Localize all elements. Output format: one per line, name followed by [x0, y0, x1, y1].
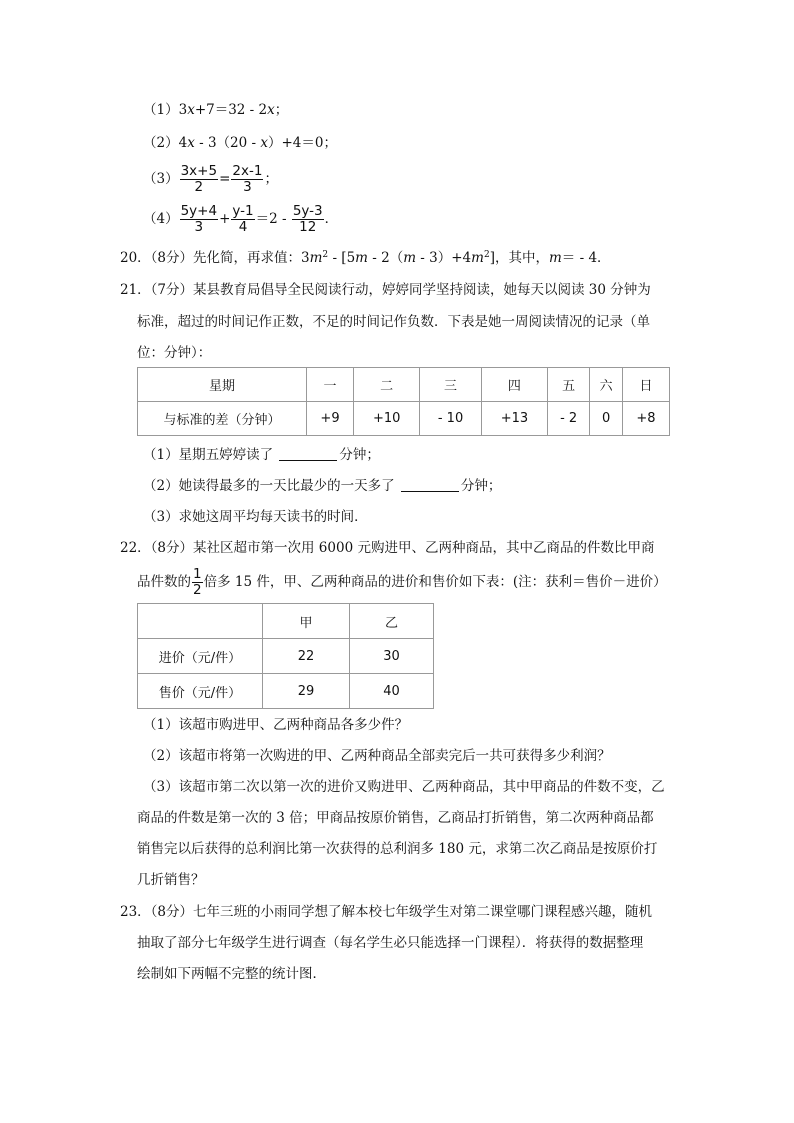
question-21-line2: 标准，超过的时间记作正数，不足的时间记作负数．下表是她一周阅读情况的记录（单: [137, 314, 650, 330]
question-21-sub2: （2）她读得最多的一天比最少的一天多了 分钟；: [143, 478, 502, 494]
table-cell: 29: [263, 674, 350, 709]
fraction: $\frac{5y+4}{3}$: [180, 203, 218, 235]
question-22-sub3-line3: 销售完以后获得的总利润比第一次获得的总利润多 180 元，求第二次乙商品是按原价打: [137, 841, 658, 857]
table-cell: 40: [350, 674, 434, 709]
question-22-sub3-line2: 商品的件数是第一次的 3 倍；甲商品按原价销售，乙商品打折销售，第二次两种商品都: [137, 810, 654, 826]
table-cell: - 10: [420, 402, 481, 436]
table-header-row: [138, 368, 670, 402]
table-cell: 进价（元/件）: [138, 639, 263, 674]
question-21-sub1: （1）星期五婷婷读了 分钟；: [143, 447, 380, 463]
fraction: $\frac{2x-1}{3}$: [232, 163, 263, 195]
question-23-line3: 绘制如下两幅不完整的统计图．: [137, 966, 326, 982]
question-22-line2: 品件数的 $\frac{1}{2}$ 倍多 15 件，甲、乙两种商品的进价和售价如下表：(注：获利＝售价－进价）: [137, 566, 667, 598]
fraction: $\frac{1}{2}$: [193, 566, 202, 598]
table-cell: +13: [481, 402, 547, 436]
q19-part2: （2）4x - 3（20 - x）+4＝0；: [143, 135, 337, 151]
table-row: [138, 639, 434, 674]
table-cell: 五: [548, 368, 590, 402]
question-22-sub2: （2）该超市将第一次购进的甲、乙两种商品全部卖完后一共可获得多少利润？: [143, 748, 611, 764]
table-cell: 0: [590, 402, 623, 436]
question-23-line2: 抽取了部分七年级学生进行调查（每名学生必只能选择一门课程）．将获得的数据整理: [137, 935, 644, 951]
table-cell: 六: [590, 368, 623, 402]
table-cell: 甲: [263, 604, 350, 639]
question-22-sub1: （1）该超市购进甲、乙两种商品各多少件？: [143, 717, 409, 733]
answer-blank[interactable]: [279, 446, 337, 461]
table-cell: +9: [307, 402, 354, 436]
question-22-line1: 22．（8分）某社区超市第一次用 6000 元购进甲、乙两种商品，其中乙商品的件数比甲商: [120, 540, 655, 556]
table-header-row: [138, 604, 434, 639]
answer-blank[interactable]: [401, 477, 459, 492]
reading-table: [137, 367, 670, 436]
table-cell: +10: [354, 402, 420, 436]
table-cell: 售价（元/件）: [138, 674, 263, 709]
table-cell: 与标准的差（分钟）: [138, 402, 307, 436]
question-20: 20．（8分）先化简，再求值：$3m^2 - [5m - 2(m - 3)+4m^2]$，其中，m＝ - 4．: [120, 250, 611, 266]
table-cell: 三: [420, 368, 481, 402]
fraction: $\frac{y-1}{4}$: [232, 203, 254, 235]
question-22-sub3-line4: 几折销售？: [137, 872, 205, 888]
table-cell: 30: [350, 639, 434, 674]
question-21-line3: 位：分钟）：: [137, 345, 212, 361]
question-21-line1: 21．（7分）某县教育局倡导全民阅读行动，婷婷同学坚持阅读，她每天以阅读 30 分钟为: [120, 282, 651, 298]
table-cell: - 2: [548, 402, 590, 436]
question-22-sub3-line1: （3）该超市第二次以第一次的进价又购进甲、乙两种商品，其中甲商品的件数不变，乙: [143, 779, 665, 795]
table-cell: 乙: [350, 604, 434, 639]
table-cell: 二: [354, 368, 420, 402]
table-cell: 日: [622, 368, 669, 402]
q19-part1: （1）3x+7＝32 - 2x；: [143, 102, 289, 118]
table-cell: [138, 604, 263, 639]
q19-part3: （3） $\frac{3x+5}{2}$ = $\frac{2x-1}{3}$ ；: [143, 163, 278, 195]
fraction: $\frac{5y-3}{12}$: [292, 203, 323, 235]
q19-part4: （4） $\frac{5y+4}{3}$ + $\frac{y-1}{4}$ ＝2 - $\frac{5y-3}{12}$ ．: [143, 203, 339, 235]
table-cell: +8: [622, 402, 669, 436]
price-table: [137, 603, 434, 709]
table-cell: 22: [263, 639, 350, 674]
table-cell: 一: [307, 368, 354, 402]
table-cell: 四: [481, 368, 547, 402]
table-cell: 星期: [138, 368, 307, 402]
fraction: $\frac{3x+5}{2}$: [180, 163, 218, 195]
question-23-line1: 23．（8分）七年三班的小雨同学想了解本校七年级学生对第二课堂哪门课程感兴趣，随机: [120, 904, 653, 920]
table-row: [138, 402, 670, 436]
question-21-sub3: （3）求她这周平均每天读书的时间．: [143, 509, 368, 525]
table-row: [138, 674, 434, 709]
